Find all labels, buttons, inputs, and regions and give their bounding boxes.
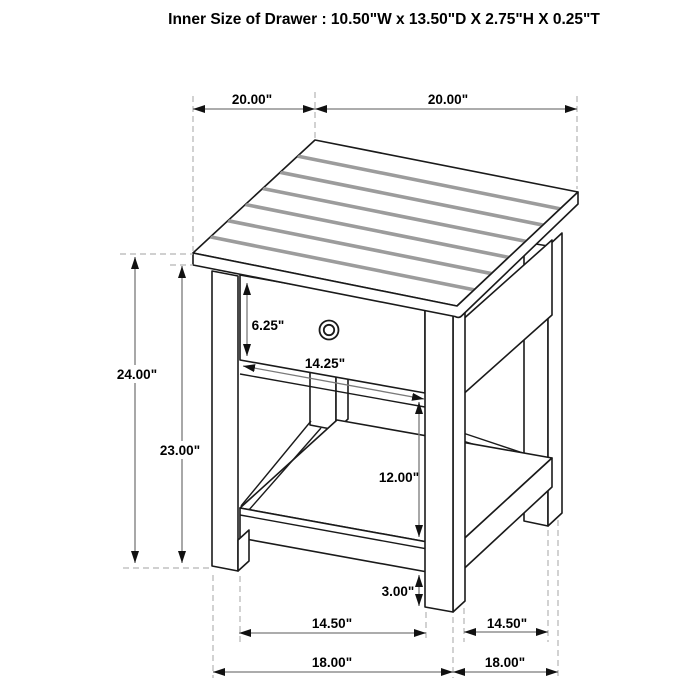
dim-label-top-depth-right: 20.00": [427, 92, 469, 107]
dim-label-top-width-left: 20.00": [231, 92, 273, 107]
dim-label-drawer-face-height: 6.25": [251, 318, 285, 333]
dim-label-front-outer-width: 18.00": [311, 655, 353, 670]
dim-label-drawer-width: 14.25": [304, 356, 346, 371]
dim-label-side-outer-depth: 18.00": [484, 655, 526, 670]
dim-label-drawer-to-shelf-clearance: 12.00": [378, 470, 420, 485]
dim-label-overall-height: 24.00": [116, 367, 158, 382]
dim-label-front-leg-inner-span: 14.50": [311, 616, 353, 631]
lower-shelf: [240, 420, 552, 577]
dim-side-outer-depth: [453, 655, 558, 672]
dim-side-leg-inner-span: [464, 616, 548, 632]
dim-shelf-to-floor: [382, 575, 419, 606]
front-right-leg: [425, 303, 465, 612]
dim-overall-height: [111, 254, 213, 568]
dim-label-side-leg-inner-span: 14.50": [486, 616, 528, 631]
dim-label-undertop-height: 23.00": [159, 443, 201, 458]
dim-undertop-height: [154, 265, 206, 563]
drawing-title: Inner Size of Drawer : 10.50"W x 13.50"D X 2.75"H X 0.25"T: [168, 11, 600, 28]
dim-front-outer-width: [213, 655, 453, 672]
dim-label-shelf-to-floor: 3.00": [381, 584, 415, 599]
dim-front-leg-inner-span: [239, 616, 426, 633]
table-structure: [193, 140, 578, 612]
